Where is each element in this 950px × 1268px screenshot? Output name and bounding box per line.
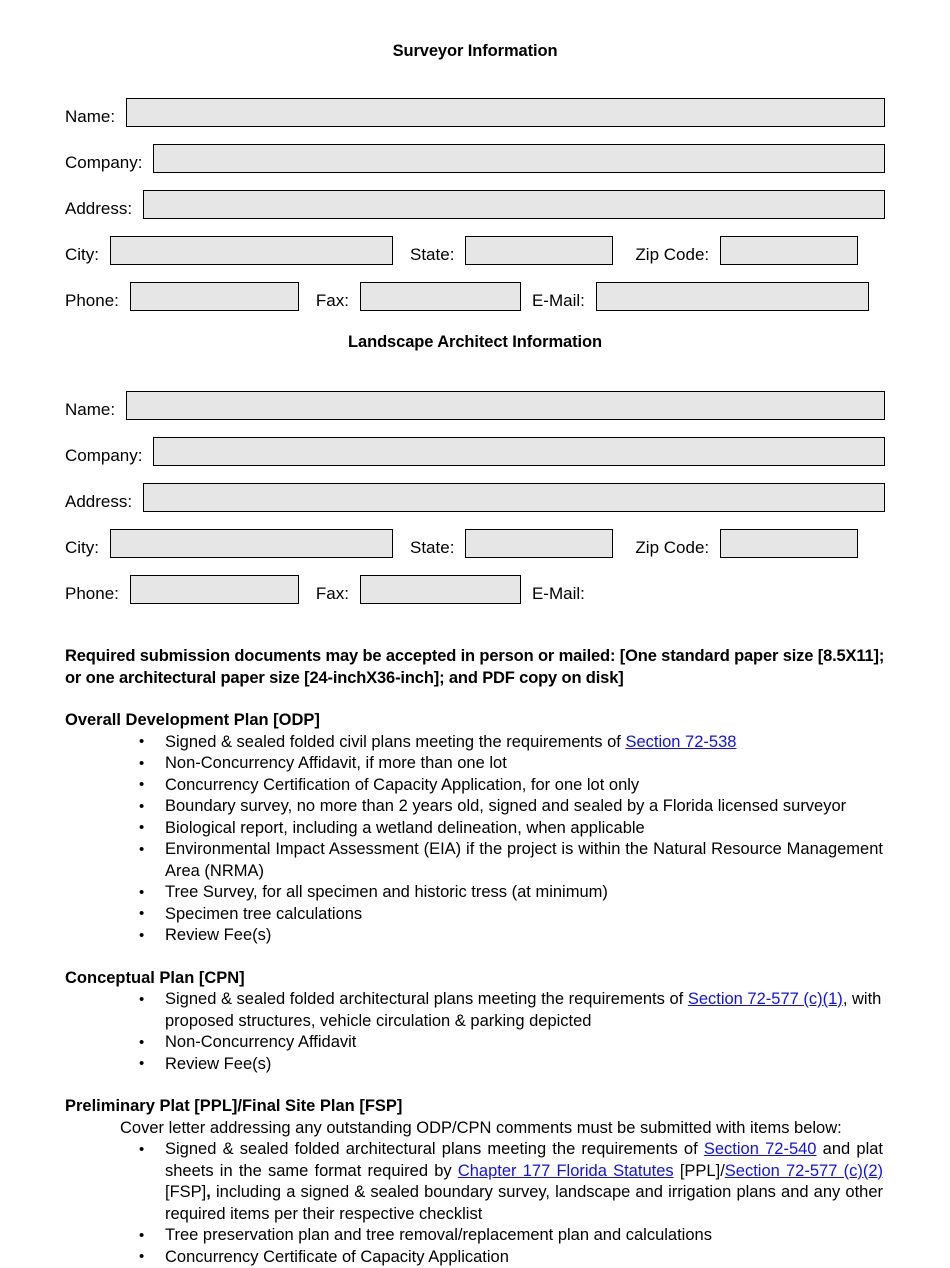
spacer: [65, 1075, 885, 1096]
checklist-body: [0, 646, 950, 1268]
cpn-heading: Conceptual Plan [CPN]: [65, 968, 885, 990]
surveyor-address-row: [65, 173, 885, 219]
landscape-phone-label: Phone:: [65, 584, 119, 604]
section-72-577-c1-link[interactable]: Section 72-577 (c)(1): [688, 990, 843, 1008]
cpn-checklist: [65, 989, 885, 1075]
surveyor-email-input[interactable]: [596, 282, 869, 311]
landscape-city-input[interactable]: [110, 529, 393, 558]
surveyor-section-title: Surveyor Information: [0, 42, 950, 61]
landscape-state-input[interactable]: [465, 529, 613, 558]
surveyor-city-label: City:: [65, 245, 99, 265]
cpn-item-1: [65, 989, 885, 1032]
surveyor-address-label: Address:: [65, 199, 132, 219]
surveyor-phone-input[interactable]: [130, 282, 299, 311]
ppl-fsp-cover-note: Cover letter addressing any outstanding ODP/CPN comments must be submitted with items below:: [65, 1118, 885, 1140]
ppl-fsp-item-1-p3: [PPL]/: [674, 1162, 725, 1180]
surveyor-address-input[interactable]: [143, 190, 885, 219]
surveyor-zip-input[interactable]: [720, 236, 858, 265]
landscape-zip-label: Zip Code:: [635, 538, 709, 558]
surveyor-name-row: [65, 81, 885, 127]
ppl-fsp-item-3: • Concurrency Certificate of Capacity Application: [65, 1247, 885, 1268]
odp-item-8: • Specimen tree calculations: [65, 904, 885, 926]
spacer: [0, 311, 950, 333]
spacer: [0, 604, 950, 646]
landscape-fax-input[interactable]: [360, 575, 521, 604]
submission-note: Required submission documents may be accepted in person or mailed: [One standard paper size [8.5X11]; or one architectural paper size [24-inchX36-inch]; and PDF copy on disk]: [65, 646, 885, 689]
cpn-item-2: • Non-Concurrency Affidavit: [65, 1032, 885, 1054]
surveyor-name-input[interactable]: [126, 98, 885, 127]
ppl-fsp-item-2: • Tree preservation plan and tree removal/replacement plan and calculations: [65, 1225, 885, 1247]
surveyor-state-label: State:: [410, 245, 454, 265]
spacer: [0, 61, 950, 81]
ppl-fsp-item-1-p2: and plat sheets in the same format required by: [165, 1140, 883, 1180]
surveyor-company-label: Company:: [65, 153, 142, 173]
odp-item-7: • Tree Survey, for all specimen and historic tress (at minimum): [65, 882, 885, 904]
landscape-phone-fax-email-row: [65, 558, 885, 604]
landscape-address-label: Address:: [65, 492, 132, 512]
surveyor-phone-fax-email-row: [65, 265, 885, 311]
odp-item-3: • Concurrency Certification of Capacity Application, for one lot only: [65, 775, 885, 797]
chapter-177-florida-statutes-link[interactable]: Chapter 177 Florida Statutes: [458, 1162, 674, 1180]
surveyor-company-input[interactable]: [153, 144, 885, 173]
landscape-company-input[interactable]: [153, 437, 885, 466]
landscape-name-label: Name:: [65, 400, 115, 420]
surveyor-company-row: [65, 127, 885, 173]
landscape-email-label: E-Mail:: [532, 584, 585, 604]
spacer: [0, 352, 950, 374]
odp-item-4: • Boundary survey, no more than 2 years old, signed and sealed by a Florida licensed surveyor: [65, 796, 885, 818]
landscape-address-input[interactable]: [143, 483, 885, 512]
landscape-section-title: Landscape Architect Information: [0, 333, 950, 352]
odp-item-9: • Review Fee(s): [65, 925, 885, 947]
landscape-form-block: [0, 374, 950, 604]
landscape-city-label: City:: [65, 538, 99, 558]
odp-item-6: • Environmental Impact Assessment (EIA) if the project is within the Natural Resource Management Area (NRMA): [65, 839, 885, 882]
landscape-company-label: Company:: [65, 446, 142, 466]
top-margin-spacer: [0, 0, 950, 42]
odp-item-2: • Non-Concurrency Affidavit, if more than one lot: [65, 753, 885, 775]
surveyor-form-block: [0, 81, 950, 311]
odp-item-5: • Biological report, including a wetland delineation, when applicable: [65, 818, 885, 840]
ppl-fsp-heading: Preliminary Plat [PPL]/Final Site Plan [FSP]: [65, 1096, 885, 1118]
landscape-address-row: [65, 466, 885, 512]
ppl-fsp-item-1: [65, 1139, 885, 1225]
odp-item-1-text: Signed & sealed folded civil plans meeting the requirements of: [165, 733, 625, 751]
ppl-fsp-item-1-p1: Signed & sealed folded architectural plans meeting the requirements of: [165, 1140, 704, 1158]
ppl-fsp-item-1-p4: [FSP]: [165, 1183, 206, 1201]
spacer: [65, 947, 885, 968]
ppl-fsp-item-1-comma: ,: [206, 1183, 211, 1201]
section-72-538-link[interactable]: Section 72-538: [625, 733, 736, 751]
ppl-fsp-item-1-p5: including a signed & sealed boundary survey, landscape and irrigation plans and any other required items per their respective checklist: [165, 1183, 883, 1223]
surveyor-state-input[interactable]: [465, 236, 613, 265]
cpn-item-1-text-pre: Signed & sealed folded architectural plans meeting the requirements of: [165, 990, 688, 1008]
landscape-name-row: [65, 374, 885, 420]
odp-item-1: [65, 732, 885, 754]
odp-heading: Overall Development Plan [ODP]: [65, 710, 885, 732]
landscape-phone-input[interactable]: [130, 575, 299, 604]
surveyor-fax-input[interactable]: [360, 282, 521, 311]
odp-checklist: [65, 732, 885, 947]
section-72-577-c2-link[interactable]: Section 72-577 (c)(2): [725, 1162, 883, 1180]
landscape-name-input[interactable]: [126, 391, 885, 420]
landscape-city-state-zip-row: [65, 512, 885, 558]
surveyor-phone-label: Phone:: [65, 291, 119, 311]
surveyor-city-input[interactable]: [110, 236, 393, 265]
cpn-item-1-text-post: , with proposed structures, vehicle circulation & parking depicted: [165, 990, 881, 1030]
surveyor-fax-label: Fax:: [316, 291, 349, 311]
spacer: [65, 689, 885, 710]
surveyor-zip-label: Zip Code:: [635, 245, 709, 265]
ppl-fsp-checklist: [65, 1139, 885, 1268]
cpn-item-3: • Review Fee(s): [65, 1054, 885, 1076]
surveyor-email-label: E-Mail:: [532, 291, 585, 311]
surveyor-name-label: Name:: [65, 107, 115, 127]
surveyor-city-state-zip-row: [65, 219, 885, 265]
section-72-540-link[interactable]: Section 72-540: [704, 1140, 817, 1158]
landscape-company-row: [65, 420, 885, 466]
landscape-state-label: State:: [410, 538, 454, 558]
landscape-zip-input[interactable]: [720, 529, 858, 558]
landscape-fax-label: Fax:: [316, 584, 349, 604]
